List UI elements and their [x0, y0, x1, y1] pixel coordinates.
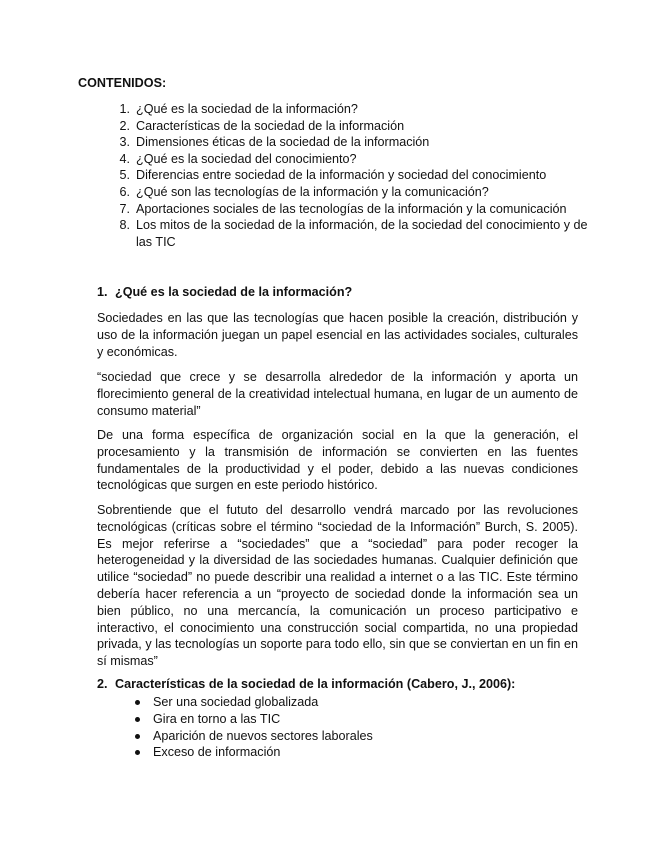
contents-item: [110, 217, 590, 250]
contents-item-text: ¿Qué es la sociedad del conocimiento?: [136, 151, 357, 166]
contents-item-number: 4.: [119, 151, 130, 166]
contents-item: [110, 167, 590, 184]
section-1-number: 1.: [97, 285, 108, 299]
section-1-paragraph: Sobrentiende que el fututo del desarrollo vendrá marcado por las revoluciones tecnológicas (críticas sobre el término “sociedad de la Información” Burch, S. 2005). Es mejor referirse a “sociedades” que a “sociedad” para poder recoger la heterogeneidad y la diversidad de las sociedades humanas. Cualquier definición que utilice “sociedad” no puede describir una realidad a internet o a las TIC. Este término debería hacer referencia a un “proyecto de sociedad donde la información sea un bien público, no una mercancía, la comunicación un proceso participativo e interactivo, el conocimiento una construcción social compartida, no una propiedad privada, y las tecnologías un soporte para todo ello, sin que se conviertan en un fin en sí mismas”: [97, 503, 578, 669]
contents-item-text: Los mitos de la sociedad de la información, de la sociedad del conocimiento y de las TIC: [136, 218, 588, 249]
contents-item: [110, 201, 590, 218]
contents-list: [110, 101, 590, 250]
contents-item-number: 7.: [119, 201, 130, 216]
contents-item-text: Diferencias entre sociedad de la información y sociedad del conocimiento: [136, 168, 547, 183]
contents-item-number: 5.: [119, 168, 130, 183]
contents-item-number: 2.: [119, 118, 130, 133]
contents-item-number: 1.: [119, 102, 130, 116]
section-1-title-text: ¿Qué es la sociedad de la información?: [115, 285, 353, 299]
contents-heading: CONTENIDOS:: [78, 76, 167, 90]
section-1-title: [97, 285, 352, 299]
contents-item-text: ¿Qué es la sociedad de la información?: [136, 102, 358, 116]
contents-item-text: Aportaciones sociales de las tecnologías de la información y la comunicación: [136, 201, 567, 216]
contents-item-number: 6.: [119, 184, 130, 199]
bullet-item: Ser una sociedad globalizada: [133, 694, 373, 711]
section-2-bullet-list: [133, 694, 373, 761]
section-2-title-text: Características de la sociedad de la información (Cabero, J., 2006):: [115, 677, 516, 691]
bullet-item: Gira en torno a las TIC: [133, 711, 373, 728]
bullet-item: Exceso de información: [133, 744, 373, 761]
section-1-paragraph: Sociedades en las que las tecnologías que hacen posible la creación, distribución y uso de la información juegan un papel esencial en las actividades sociales, culturales y económicas.: [97, 311, 578, 359]
contents-item-number: 8.: [119, 218, 130, 233]
section-1-paragraph: De una forma específica de organización social en la que la generación, el procesamiento y la transmisión de información se convierten en las fuentes fundamentales de la productividad y el poder, debido a las nuevas condiciones tecnológicas que surgen en este periodo histórico.: [97, 428, 578, 493]
contents-item: [110, 118, 590, 135]
bullet-item: Aparición de nuevos sectores laborales: [133, 728, 373, 745]
contents-item: [110, 151, 590, 168]
section-2-number: 2.: [97, 677, 108, 691]
section-2-title: [97, 677, 515, 691]
contents-item-text: Dimensiones éticas de la sociedad de la información: [136, 135, 430, 150]
contents-item: [110, 184, 590, 201]
contents-item-text: ¿Qué son las tecnologías de la información y la comunicación?: [136, 184, 489, 199]
contents-item-text: Características de la sociedad de la información: [136, 118, 405, 133]
contents-item: [110, 134, 590, 151]
section-1-paragraph: “sociedad que crece y se desarrolla alrededor de la información y aporta un florecimiento general de la creatividad intelectual humana, en lugar de un aumento de consumo material”: [97, 370, 578, 418]
contents-item: [110, 101, 590, 118]
contents-item-number: 3.: [119, 135, 130, 150]
